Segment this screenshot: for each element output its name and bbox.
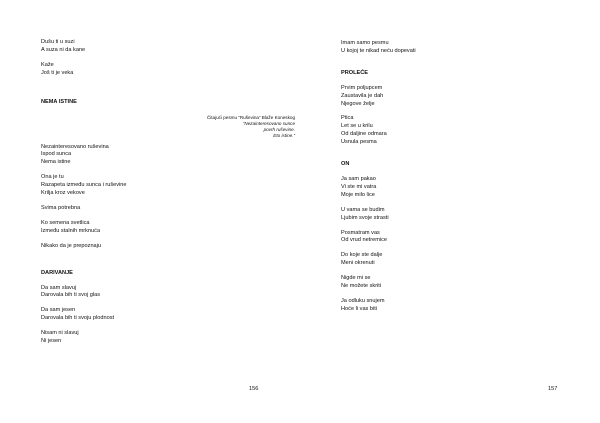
poem-line: U kojoj te nikad neću dopevati [341, 47, 416, 54]
poem-line: Ne možete skriti [341, 283, 382, 290]
poem-line: Nema istine [41, 159, 71, 166]
poem-line: Da sam slavuj [41, 284, 77, 291]
stanza [41, 285, 201, 301]
poem-line: Ko semena svetlica [41, 219, 90, 226]
stanza [341, 275, 521, 291]
poem-line: Nisam ni slavuj [41, 330, 79, 337]
dedication-line: povrh ruševine. [263, 127, 295, 132]
poem-line: Svima potrebna [41, 204, 81, 211]
stanza [41, 62, 201, 78]
poem-line: Od daljine odmara [341, 131, 387, 138]
poem-dedication [157, 115, 295, 139]
stanza [341, 252, 521, 268]
poem-line: Ljubim svoje strasti [341, 214, 389, 221]
poem-line: Ni jesen [41, 338, 62, 345]
poem-line: Da sam jesen [41, 307, 76, 314]
poem-line: Moje milo lice [341, 191, 375, 198]
dedication-line: Čitajući pesmu “Ruševina” Blaže Koneskog [206, 115, 295, 120]
stanza [41, 220, 201, 236]
poem-line: Vi ste mi vatra [341, 183, 377, 190]
poem-line: Nikako da je prepoznaju [41, 242, 102, 249]
poem-line: A suza ni da kane [41, 46, 86, 53]
poem-line: Let se u krilu [341, 123, 373, 130]
stanza [41, 307, 201, 323]
poem-line: Dušu ti u suzi [41, 39, 75, 45]
page-number: 157 [548, 386, 558, 392]
poem-line: Ja sam pakao [341, 175, 376, 182]
poem-line: Između stalnih mrknuća [41, 227, 101, 234]
poem-line: Darovala bih ti svoj glas [41, 292, 101, 299]
poem-title: NEMA ISTINE [41, 98, 77, 105]
stanza [341, 298, 521, 314]
stanza [341, 230, 521, 246]
stanza [41, 39, 201, 55]
poem-line: Usnula pesma [341, 139, 377, 146]
poem-line: Od vrud netremice [341, 237, 388, 244]
poem-line: Meni okrenuti [341, 260, 375, 267]
stanza [41, 243, 201, 251]
right-page-column [341, 40, 521, 321]
poem-line: Hoće li vas biti [341, 305, 378, 312]
poem-line: Kaže [41, 61, 54, 68]
stanza [341, 176, 521, 200]
poem-title: DARIVANJE [41, 269, 73, 276]
stanza [41, 330, 201, 346]
poem-title: PROLEĆE [341, 69, 369, 76]
stanza [341, 85, 521, 109]
stanza [341, 115, 521, 147]
poem-line: U vama se budim [341, 206, 385, 213]
stanza [41, 144, 201, 168]
poem-line: Imam samo pesmu [341, 40, 389, 46]
poem-line: Ispod sunca [41, 151, 72, 158]
poem-line: Još ti je veka [41, 69, 74, 76]
dedication-line: “Nezainteresovano sunce [242, 121, 295, 126]
dedication-line: Eto istine.” [273, 133, 295, 138]
poem-line: Ona je tu [41, 174, 64, 181]
poem-line: Do koje ste dalje [341, 252, 383, 259]
poem-line: Razapeta između sunca i ruševine [41, 182, 127, 189]
left-page-column [41, 39, 201, 353]
right-page [300, 0, 600, 423]
stanza [41, 174, 201, 198]
poem-title: ON [341, 161, 350, 168]
stanza [341, 40, 521, 56]
poem-line: Prvim poljupcem [341, 84, 383, 91]
poem-line: Ptica [341, 115, 354, 122]
stanza [341, 207, 521, 223]
stanza [41, 205, 201, 213]
poem-line: Darovala bih ti svoju plodnost [41, 315, 115, 322]
poem-line: Ja odluku snujem [341, 297, 385, 304]
poem-line: Krilja kroz vekove [41, 190, 85, 197]
poem-line: Njegove želje [341, 100, 375, 107]
poem-line: Nezainteresovano ruševina [41, 143, 109, 150]
poem-line: Posmatram vas [341, 229, 380, 236]
page-number: 156 [249, 386, 259, 392]
poem-line: Zaustavila je dah [341, 92, 384, 99]
poem-line: Nigde mi se [341, 275, 371, 282]
